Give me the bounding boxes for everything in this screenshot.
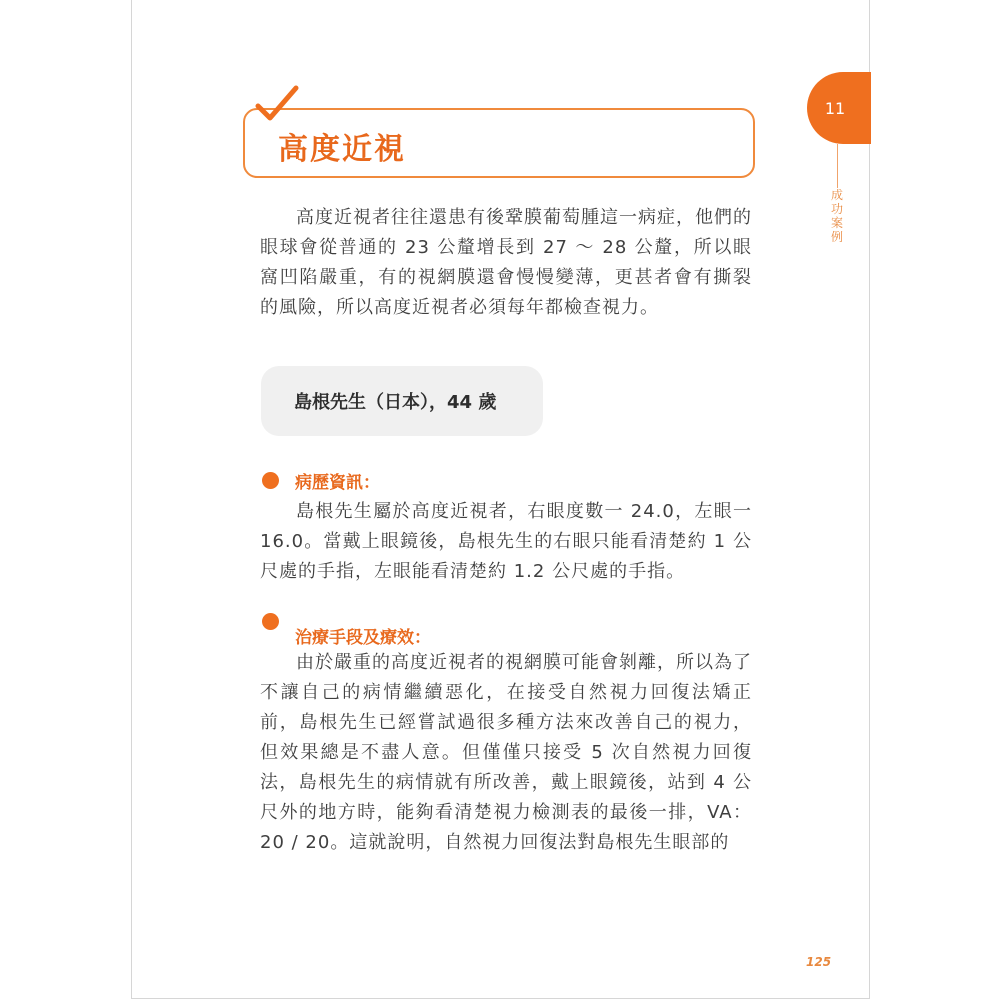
chapter-tab [807,72,871,144]
side-divider [837,144,838,188]
treatment-paragraph: 由於嚴重的高度近視者的視網膜可能會剝離，所以為了不讓自己的病情繼續惡化，在接受自然視力回復法矯正前，島根先生已經嘗試過很多種方法來改善自己的視力，但效果總是不盡人意。但僅僅只接受 5 次自然視力回復法，島根先生的病情就有所改善，戴上眼鏡後，站到 4 公尺外的地方時，能夠看清楚視力檢測表的最後一排，VA：20 / 20。這就說明，自然視力回復法對島根先生眼部的 [260,652,752,853]
bullet-icon [262,472,279,489]
treatment-heading: 治療手段及療效： [295,628,431,648]
side-label: 成功案例 [830,188,843,244]
history-paragraph: 島根先生屬於高度近視者，右眼度數一 24.0，左眼一 16.0。當戴上眼鏡後，島根先生的右眼只能看清楚約 1 公尺處的手指，左眼能看清楚約 1.2 公尺處的手指。 [260,501,752,582]
intro-paragraph: 高度近視者往往還患有後鞏膜葡萄腫這一病症，他們的眼球會從普通的 23 公釐增長到 27 ～ 28 公釐，所以眼窩凹陷嚴重，有的視網膜還會慢慢變薄，更甚者會有撕裂的風險，所以高度近視者必須每年都檢查視力。 [260,207,752,318]
chapter-number: 11 [824,98,846,118]
history-heading: 病歷資訊： [295,473,380,493]
page-number: 125 [806,955,832,969]
section-title: 高度近視 [278,132,406,167]
bullet-icon [262,613,279,630]
case-person: 島根先生（日本），44 歲 [294,392,497,413]
checkmark-icon [254,84,300,124]
